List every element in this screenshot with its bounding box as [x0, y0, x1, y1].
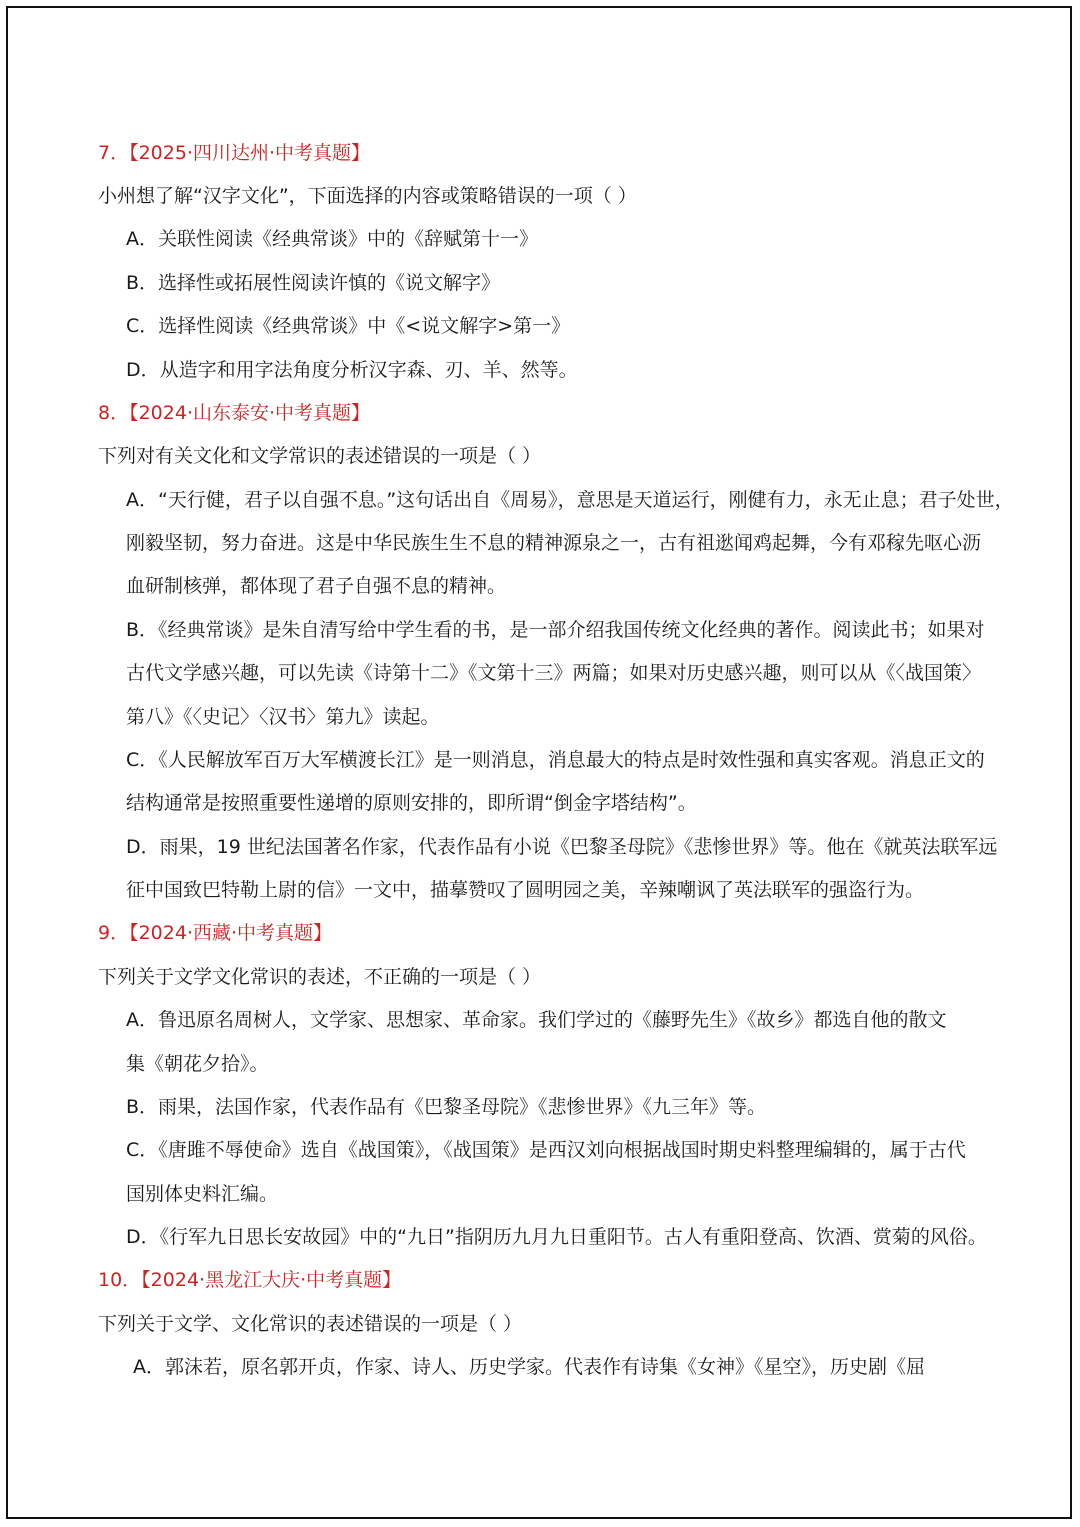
question-9-option-d: D．《行军九日思长安故园》中的“九日”指阴历九月九日重阳节。古人有重阳登高、饮酒、赏菊的风俗。	[126, 1226, 987, 1248]
question-7-option-b: B．选择性或拓展性阅读许慎的《说文解字》	[126, 272, 501, 294]
question-9-header: 9．【2024·西藏·中考真题】	[98, 922, 333, 944]
question-8-stem: 下列对有关文化和文学常识的表述错误的一项是（ ）	[98, 445, 542, 467]
question-8-option-d-line-1: D．雨果，19 世纪法国著名作家，代表作品有小说《巴黎圣母院》《悲惨世界》等。他在《就英法联军远	[126, 836, 998, 858]
question-8-option-a-line-1: A．“天行健，君子以自强不息。”这句话出自《周易》，意思是天道运行，刚健有力，永无止息；君子处世，	[126, 489, 1014, 511]
question-8-option-b-line-1: B．《经典常谈》是朱自清写给中学生看的书，是一部介绍我国传统文化经典的著作。阅读此书；如果对	[126, 619, 985, 641]
question-7-option-c: C．选择性阅读《经典常谈》中《<说文解字>第一》	[126, 315, 571, 337]
question-8-option-a-line-2: 刚毅坚韧，努力奋进。这是中华民族生生不息的精神源泉之一，古有祖逖闻鸡起舞，今有邓稼先呕心沥	[126, 532, 982, 554]
question-10-option-a: A．郭沫若，原名郭开贞，作家、诗人、历史学家。代表作有诗集《女神》《星空》，历史剧《屈	[133, 1356, 926, 1378]
question-8-option-c-line-2: 结构通常是按照重要性递增的原则安排的，即所谓“倒金字塔结构”。	[126, 792, 697, 814]
question-9-stem: 下列关于文学文化常识的表述，不正确的一项是（ ）	[98, 966, 542, 988]
question-7-option-d: D．从造字和用字法角度分析汉字森、刃、羊、然等。	[126, 359, 578, 381]
question-8-header: 8．【2024·山东泰安·中考真题】	[98, 402, 371, 424]
question-10-header: 10．【2024·黑龙江大庆·中考真题】	[98, 1269, 402, 1291]
question-7-header: 7．【2025·四川达州·中考真题】	[98, 142, 371, 164]
question-7-option-a: A．关联性阅读《经典常谈》中的《辞赋第十一》	[126, 228, 538, 250]
question-9-option-b: B．雨果，法国作家，代表作品有《巴黎圣母院》《悲惨世界》《九三年》等。	[126, 1096, 767, 1118]
question-8-option-b-line-3: 第八》《〈史记〉〈汉书〉第九》读起。	[126, 706, 440, 728]
question-8-option-b-line-2: 古代文学感兴趣，可以先读《诗第十二》《文第十三》两篇；如果对历史感兴趣，则可以从《〈战国策〉	[126, 662, 982, 684]
question-9-option-c-line-1: C．《唐雎不辱使命》选自《战国策》，《战国策》是西汉刘向根据战国时期史料整理编辑的，属于古代	[126, 1139, 966, 1161]
question-8-option-c-line-1: C．《人民解放军百万大军横渡长江》是一则消息，消息最大的特点是时效性强和真实客观。消息正文的	[126, 749, 985, 771]
question-9-option-a-line-2: 集《朝花夕拾》。	[126, 1053, 269, 1075]
question-9-option-c-line-2: 国别体史料汇编。	[126, 1183, 279, 1205]
question-8-option-a-line-3: 血研制核弹，都体现了君子自强不息的精神。	[126, 575, 507, 597]
question-7-stem: 小州想了解“汉字文化”，下面选择的内容或策略错误的一项（ ）	[98, 185, 637, 207]
question-8-option-d-line-2: 征中国致巴特勒上尉的信》一文中，描摹赞叹了圆明园之美，辛辣嘲讽了英法联军的强盗行为。	[126, 879, 925, 901]
question-10-stem: 下列关于文学、文化常识的表述错误的一项是（ ）	[98, 1313, 523, 1335]
question-9-option-a-line-1: A．鲁迅原名周树人，文学家、思想家、革命家。我们学过的《藤野先生》《故乡》都选自他的散文	[126, 1009, 947, 1031]
